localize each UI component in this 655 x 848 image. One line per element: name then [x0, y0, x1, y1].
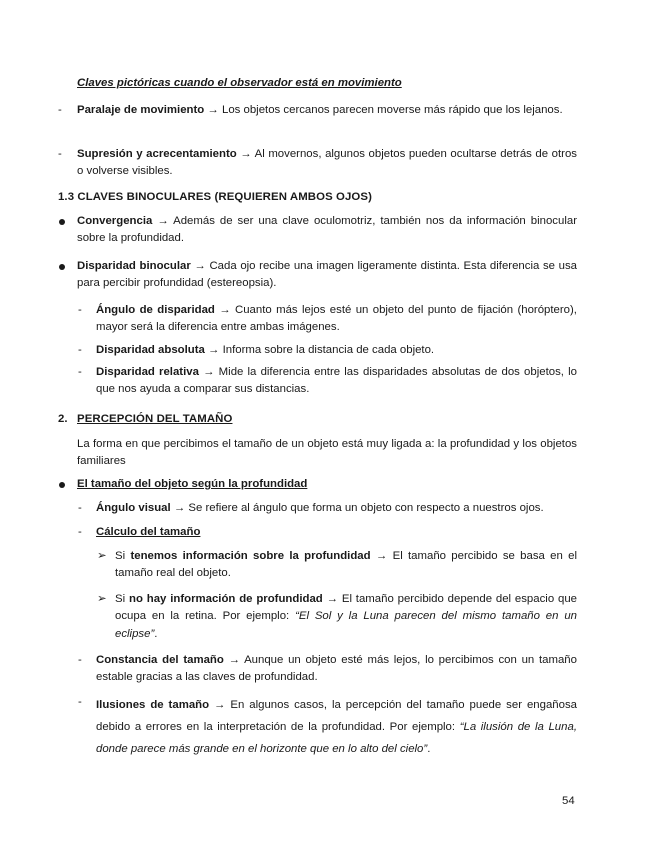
arrow: → [240, 148, 252, 160]
term: Supresión y acrecentamiento [77, 148, 237, 160]
dash-marker: - [78, 502, 82, 514]
item-text: Mide la diferencia entre las disparidades absolutas de dos objetos, lo que nos ayuda a comparar sus distancias. [96, 366, 577, 396]
angulo-visual-item [96, 500, 577, 517]
arrow: → [207, 104, 219, 116]
size-subheading: El tamaño del objeto según la profundidad [77, 478, 308, 490]
section-number: 2. [58, 413, 68, 425]
calculo-label: Cálculo del tamaño [96, 526, 201, 538]
term: Convergencia [77, 215, 153, 227]
arrow: → [326, 593, 338, 605]
pre: Si [115, 593, 126, 605]
calc-item-no-depth [115, 591, 577, 643]
bullet-dot [59, 264, 65, 270]
term: tenemos información sobre la profundidad [130, 550, 371, 562]
arrow: → [173, 502, 186, 514]
page-number: 54 [562, 795, 575, 807]
arrow: → [214, 699, 226, 711]
term: Ilusiones de tamaño [96, 699, 210, 711]
arrowhead-marker: ➢ [97, 593, 107, 605]
term: Paralaje de movimiento [77, 104, 205, 116]
item-text: El tamaño percibido depende del espacio que ocupa en la retina. Por ejemplo: [115, 593, 577, 623]
item-text: En algunos casos, la percepción del tamaño puede ser engañosa debido a errores en la interpretación de la profundidad. Por ejemplo: [96, 699, 577, 733]
constancia-item [96, 652, 577, 687]
term: Ángulo de disparidad [96, 304, 215, 316]
size-intro: La forma en que percibimos el tamaño de un objeto está muy ligada a: la profundidad y los objetos familiares [77, 438, 577, 468]
term: Disparidad absoluta [96, 344, 205, 356]
size-heading: PERCEPCIÓN DEL TAMAÑO [77, 413, 233, 425]
quote: “La ilusión de la Luna, donde parece más grande en el horizonte que en lo alto del cielo” [96, 721, 577, 755]
term: no hay información de profundidad [128, 593, 323, 605]
arrow: → [157, 215, 169, 227]
convergencia-item [77, 213, 577, 248]
item-text: Además de ser una clave oculomotriz, también nos da información binocular sobre la profundidad. [77, 215, 577, 245]
item-text: Al movernos, algunos objetos pueden ocultarse detrás de otros o volverse visibles. [77, 148, 577, 178]
arrowhead-marker: ➢ [97, 550, 107, 562]
paralaje-item [77, 102, 577, 119]
term: Disparidad relativa [96, 366, 199, 378]
bullet-dot [59, 482, 65, 488]
pre: Si [115, 550, 126, 562]
supresion-item [77, 146, 577, 181]
disparidad-item [77, 258, 577, 293]
dash-marker: - [78, 366, 82, 378]
item-text: Los objetos cercanos parecen moverse más rápido que los lejanos. [221, 104, 563, 116]
dash-marker: - [78, 654, 82, 666]
term: Constancia del tamaño [96, 654, 224, 666]
dash-marker: - [78, 344, 82, 356]
ilusiones-item [96, 694, 577, 760]
item-text: Cuanto más lejos esté un objeto del punto de fijación (horóptero), mayor será la diferencia entre ambas imágenes. [96, 304, 577, 334]
item-text: Se refiere al ángulo que forma un objeto con respecto a nuestros ojos. [188, 502, 544, 514]
term: Disparidad binocular [77, 260, 191, 272]
quote: “El Sol y la Luna parecen del mismo tamaño en un eclipse” [115, 610, 577, 640]
disparidad-relativa-item [96, 364, 577, 399]
term: Ángulo visual [96, 502, 171, 514]
arrow: → [194, 260, 206, 272]
arrow: → [375, 550, 388, 562]
arrow: → [219, 304, 231, 316]
dash-marker: - [78, 304, 82, 316]
calc-item-depth-info [115, 548, 577, 583]
arrow: → [208, 344, 220, 356]
end: . [427, 743, 431, 755]
subtitle-motion: Claves pictóricas cuando el observador está en movimiento [77, 77, 402, 89]
disparidad-absoluta-item [96, 342, 577, 359]
dash-marker: - [78, 696, 82, 708]
binocular-heading: 1.3 CLAVES BINOCULARES (REQUIEREN AMBOS OJOS) [58, 191, 372, 203]
angulo-disparidad-item [96, 302, 577, 337]
item-text: Informa sobre la distancia de cada objeto. [222, 344, 435, 356]
dash-marker: - [58, 104, 62, 116]
item-text: El tamaño percibido se basa en el tamaño real del objeto. [115, 550, 577, 580]
item-text: Cada ojo recibe una imagen ligeramente distinta. Esta diferencia se usa para percibir profundidad (estereopsia). [77, 260, 577, 290]
arrow: → [228, 654, 240, 666]
bullet-dot [59, 219, 65, 225]
item-text: Aunque un objeto esté más lejos, lo percibimos con un tamaño estable gracias a las claves de profundidad. [96, 654, 577, 684]
dash-marker: - [78, 526, 82, 538]
arrow: → [203, 366, 215, 378]
end: . [154, 627, 158, 640]
dash-marker: - [58, 148, 62, 160]
